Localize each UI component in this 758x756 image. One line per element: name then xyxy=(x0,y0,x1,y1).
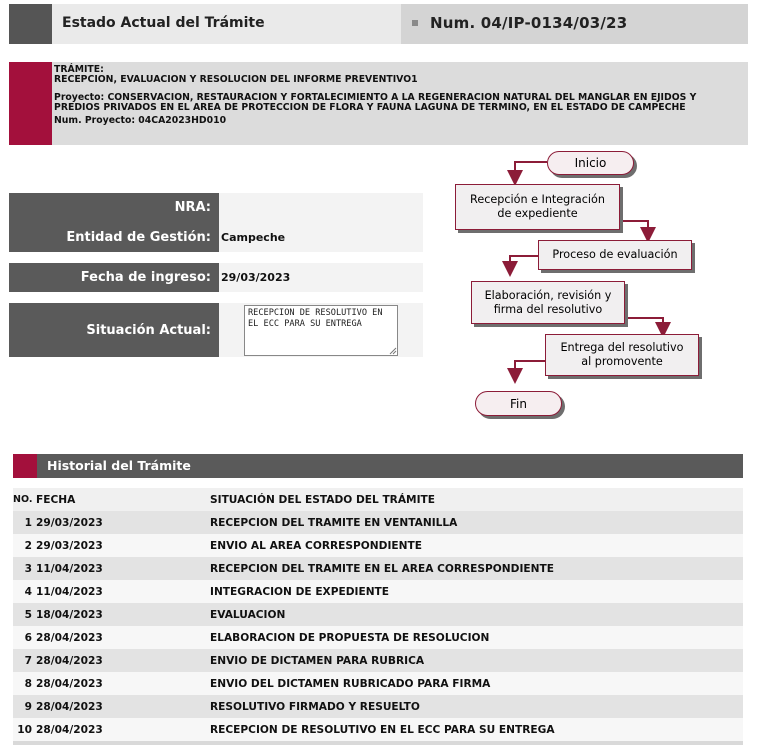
historial-table-header xyxy=(13,488,743,511)
row-no: 8 xyxy=(24,678,32,690)
row-fecha: 11/04/2023 xyxy=(36,586,103,598)
row-no: 9 xyxy=(24,701,32,713)
entidad-value: Campeche xyxy=(219,222,423,252)
table-row xyxy=(13,580,743,603)
row-situacion: RECEPCION DE RESOLUTIVO EN EL ECC PARA SU ENTREGA xyxy=(210,724,555,736)
row-no: 7 xyxy=(24,655,32,667)
tramite-label: TRÁMITE: xyxy=(54,64,104,75)
historial-accent-block xyxy=(13,454,37,478)
tramite-accent-block xyxy=(9,62,52,145)
row-situacion: EVALUACION xyxy=(210,609,286,621)
row-no: 4 xyxy=(24,586,32,598)
row-situacion: INTEGRACION DE EXPEDIENTE xyxy=(210,586,390,598)
flow-fin: Fin xyxy=(475,391,562,416)
table-row xyxy=(13,511,743,534)
nra-value xyxy=(219,193,423,222)
bullet-icon xyxy=(412,20,418,26)
fecha-ingreso-label: Fecha de ingreso: xyxy=(9,263,219,292)
row-fecha: 28/04/2023 xyxy=(36,678,103,690)
row-no: 5 xyxy=(24,609,32,621)
row-fecha: 29/03/2023 xyxy=(36,517,103,529)
row-fecha: 28/04/2023 xyxy=(36,655,103,667)
flow-inicio: Inicio xyxy=(547,151,634,175)
row-fecha: 28/04/2023 xyxy=(36,701,103,713)
table-row xyxy=(13,672,743,695)
tramite-info xyxy=(52,62,748,145)
row-situacion: RESOLUTIVO FIRMADO Y RESUELTO xyxy=(210,701,420,713)
project-description: Proyecto: CONSERVACION, RESTAURACION Y FORTALECIMIENTO A LA REGENERACION NATURAL DEL MANGLAR EN EJIDOS Y PREDIOS PRIVADOS EN EL AREA DE PROTECCION DE FLORA Y FAUNA LAGUNA DE TERMINO, EN EL ESTADO DE CAMPECHE xyxy=(54,92,697,113)
row-situacion: ENVIO DEL DICTAMEN RUBRICADO PARA FIRMA xyxy=(210,678,491,690)
fecha-ingreso-value: 29/03/2023 xyxy=(219,263,423,292)
table-row xyxy=(13,603,743,626)
nra-label: NRA: xyxy=(9,193,219,222)
table-row xyxy=(13,626,743,649)
row-situacion: RECEPCION DEL TRAMITE EN VENTANILLA xyxy=(210,517,458,529)
flow-step-recepcion: Recepción e Integración de expediente xyxy=(455,184,620,230)
table-row xyxy=(13,534,743,557)
table-bottom-border xyxy=(13,741,743,745)
row-no: 1 xyxy=(24,517,32,529)
row-situacion: ELABORACION DE PROPUESTA DE RESOLUCION xyxy=(210,632,490,644)
flow-step-elaboracion: Elaboración, revisión y firma del resolutivo xyxy=(471,281,625,324)
row-fecha: 11/04/2023 xyxy=(36,563,103,575)
row-situacion: RECEPCION DEL TRAMITE EN EL AREA CORRESPONDIENTE xyxy=(210,563,554,575)
tramite-name: RECEPCION, EVALUACION Y RESOLUCION DEL INFORME PREVENTIVO1 xyxy=(54,73,418,85)
situacion-label: Situación Actual: xyxy=(9,303,219,357)
row-no: 6 xyxy=(24,632,32,644)
row-fecha: 28/04/2023 xyxy=(36,632,103,644)
flow-step-entrega: Entrega del resolutivo al promovente xyxy=(545,334,699,376)
situacion-textarea[interactable] xyxy=(244,305,398,356)
page-title: Estado Actual del Trámite xyxy=(62,15,265,31)
table-row xyxy=(13,718,743,741)
row-fecha: 18/04/2023 xyxy=(36,609,103,621)
row-fecha: 28/04/2023 xyxy=(36,724,103,736)
col-fecha-header: FECHA xyxy=(36,494,76,506)
row-fecha: 29/03/2023 xyxy=(36,540,103,552)
row-situacion: ENVIO DE DICTAMEN PARA RUBRICA xyxy=(210,655,425,667)
table-row xyxy=(13,557,743,580)
row-no: 10 xyxy=(17,724,32,736)
tramite-number: Num. 04/IP-0134/03/23 xyxy=(430,14,628,32)
table-row xyxy=(13,695,743,718)
col-situacion-header: SITUACIÓN DEL ESTADO DEL TRÁMITE xyxy=(210,494,435,506)
row-situacion: ENVIO AL AREA CORRESPONDIENTE xyxy=(210,540,422,552)
table-row xyxy=(13,649,743,672)
entidad-label: Entidad de Gestión: xyxy=(9,222,219,252)
row-no: 2 xyxy=(24,540,32,552)
row-no: 3 xyxy=(24,563,32,575)
project-number: Num. Proyecto: 04CA2023HD010 xyxy=(54,115,227,126)
col-no-header: NO. xyxy=(13,494,33,505)
resize-grip-icon[interactable] xyxy=(388,346,397,355)
header-accent-block xyxy=(9,4,52,44)
flow-step-evaluacion: Proceso de evaluación xyxy=(538,240,692,270)
historial-title: Historial del Trámite xyxy=(47,458,191,473)
